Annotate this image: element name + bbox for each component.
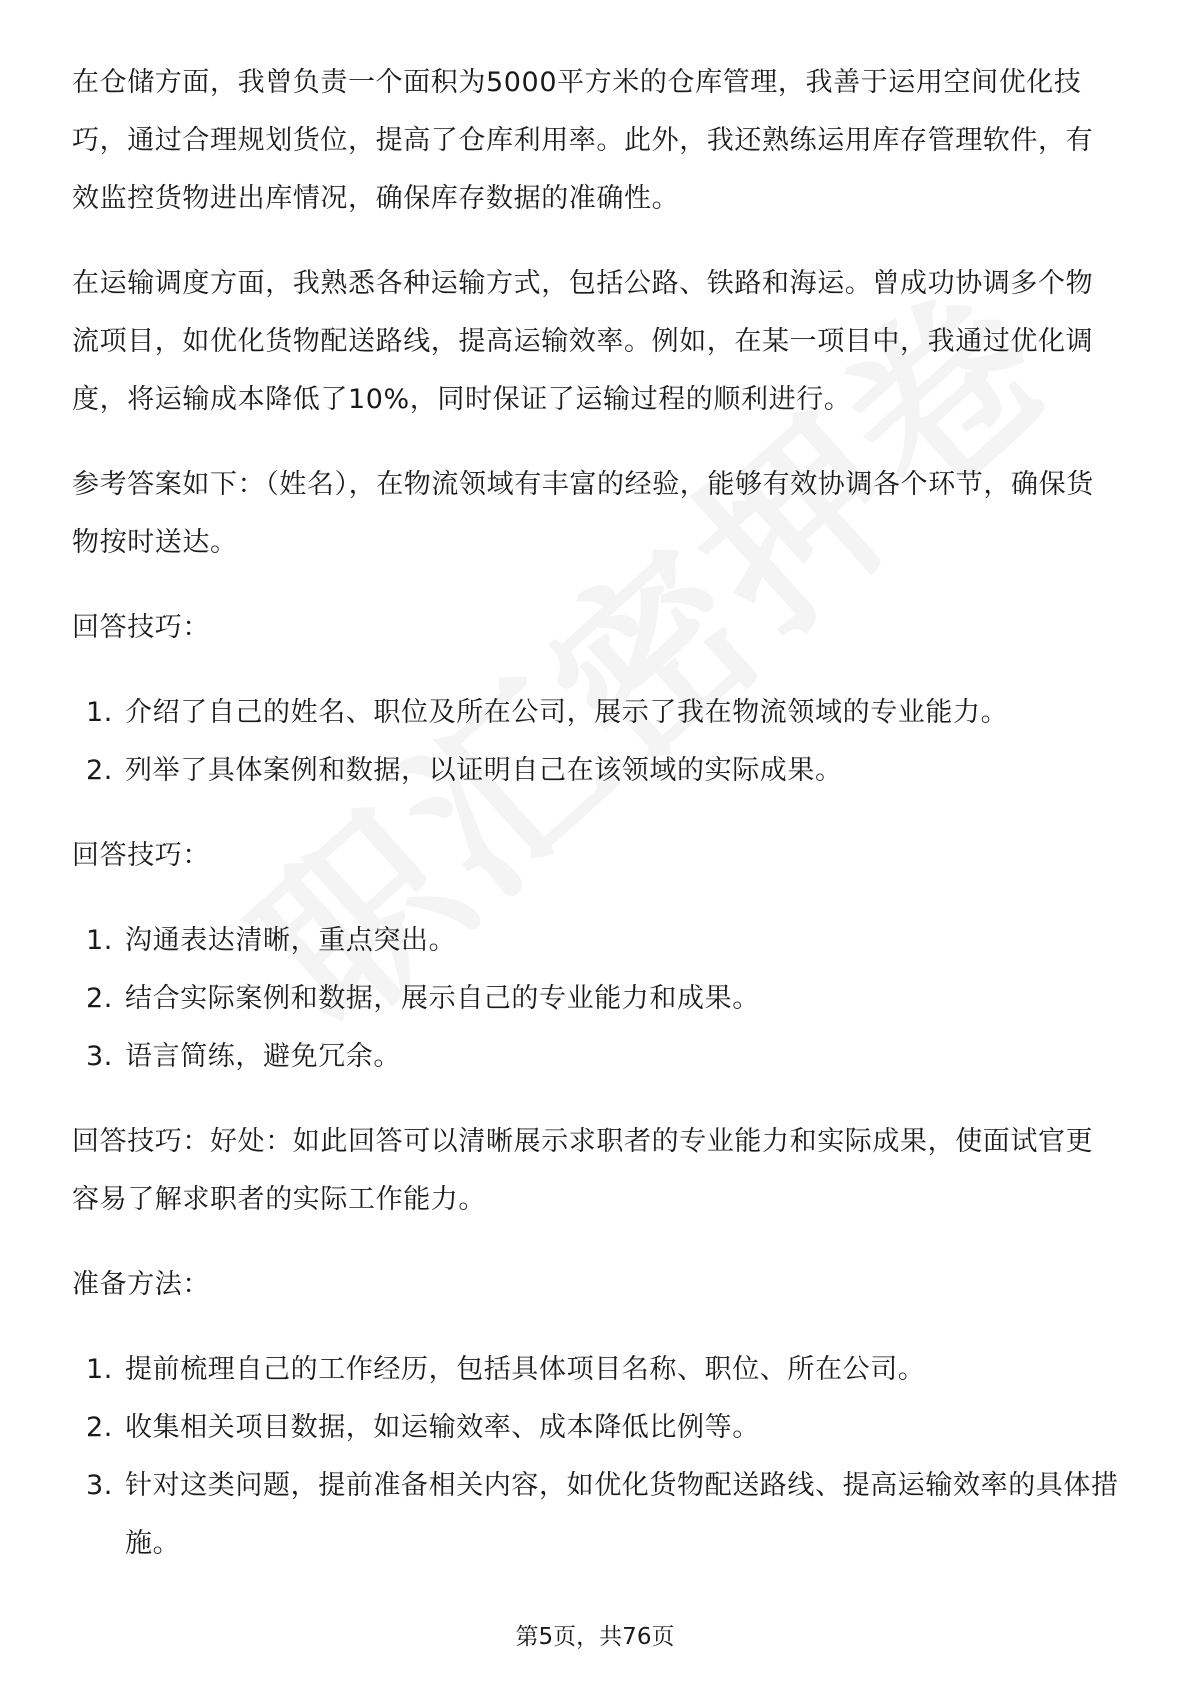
paragraph-transport: 在运输调度方面，我熟悉各种运输方式，包括公路、铁路和海运。曾成功协调多个物流项目，如优化货物配送路线，提高运输效率。例如，在某一项目中，我通过优化调度，将运输成本降低了10%，同时保证了运输过程的顺利进行。: [72, 268, 1094, 415]
list-item: [72, 1399, 1120, 1457]
list-item: [72, 970, 1120, 1028]
list-item-text: 提前梳理自己的工作经历，包括具体项目名称、职位、所在公司。: [125, 1354, 926, 1385]
paragraph-warehouse: 在仓储方面，我曾负责一个面积为5000平方米的仓库管理，我善于运用空间优化技巧，通过合理规划货位，提高了仓库利用率。此外，我还熟练运用库存管理软件，有效监控货物进出库情况，确保库存数据的准确性。: [72, 67, 1094, 214]
list-number: 2.: [86, 1412, 113, 1443]
section-heading-preparation: 准备方法：: [72, 1269, 210, 1300]
list-number: 3.: [86, 1470, 113, 1501]
list-item-text: 列举了具体案例和数据，以证明自己在该领域的实际成果。: [125, 755, 843, 786]
list-item-text: 介绍了自己的姓名、职位及所在公司，展示了我在物流领域的专业能力。: [125, 697, 1009, 728]
document-body: [72, 54, 1120, 1600]
section-heading-tips-1: 回答技巧：: [72, 612, 210, 643]
list-item: [72, 1457, 1120, 1573]
list-item: [72, 1341, 1120, 1399]
list-item: [72, 684, 1120, 742]
list-item-text: 语言简练，避免冗余。: [125, 1041, 401, 1072]
list-item-text: 结合实际案例和数据，展示自己的专业能力和成果。: [125, 983, 760, 1014]
paragraph-reference-answer: 参考答案如下：（姓名），在物流领域有丰富的经验，能够有效协调各个环节，确保货物按时送达。: [72, 469, 1094, 558]
paragraph-tips-benefit: 回答技巧：好处：如此回答可以清晰展示求职者的专业能力和实际成果，使面试官更容易了解求职者的实际工作能力。: [72, 1126, 1094, 1215]
list-number: 1.: [86, 697, 113, 728]
list-item-text: 收集相关项目数据，如运输效率、成本降低比例等。: [125, 1412, 760, 1443]
list-item: [72, 1028, 1120, 1086]
tips-list-2: [72, 912, 1120, 1086]
section-heading-tips-2: 回答技巧：: [72, 840, 210, 871]
list-number: 2.: [86, 983, 113, 1014]
list-number: 1.: [86, 1354, 113, 1385]
list-number: 3.: [86, 1041, 113, 1072]
preparation-list: [72, 1341, 1120, 1573]
tips-list-1: [72, 684, 1120, 800]
list-item-text: 针对这类问题，提前准备相关内容，如优化货物配送路线、提高运输效率的具体措施。: [125, 1470, 1119, 1559]
page-number: 第5页，共76页: [515, 1624, 675, 1650]
list-item-text: 沟通表达清晰，重点突出。: [125, 925, 457, 956]
list-number: 1.: [86, 925, 113, 956]
list-item: [72, 912, 1120, 970]
list-number: 2.: [86, 755, 113, 786]
page-footer: [0, 1622, 1190, 1652]
list-item: [72, 742, 1120, 800]
